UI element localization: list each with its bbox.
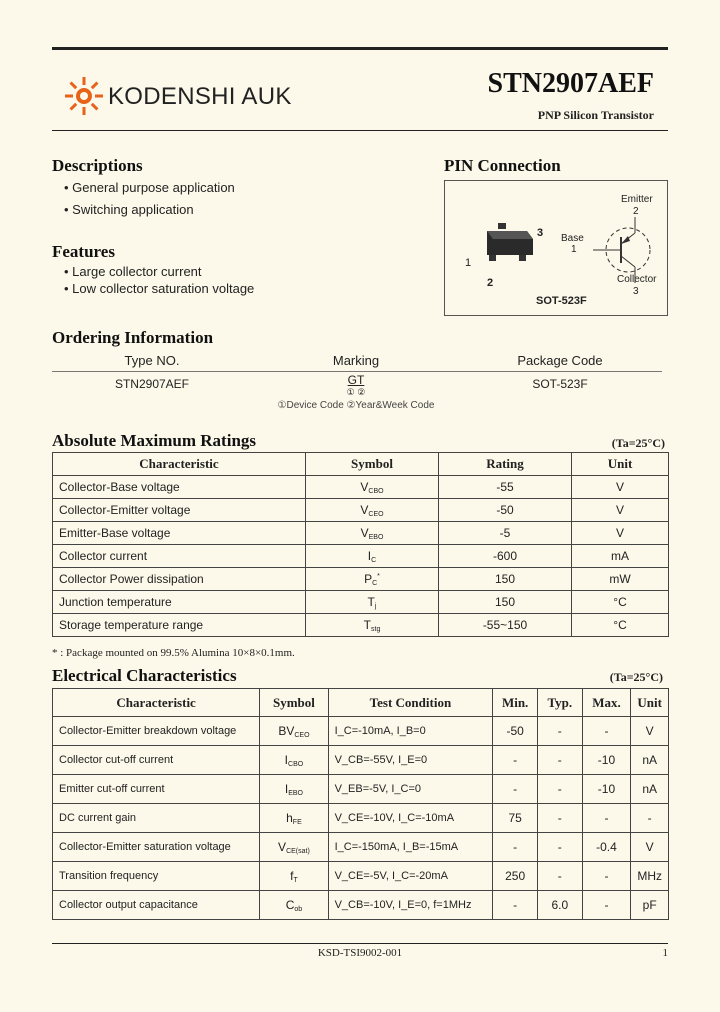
min-cell: -: [493, 833, 538, 862]
column-header: Symbol: [306, 453, 439, 476]
table-header-row: [53, 453, 669, 476]
max-cell: -: [582, 862, 631, 891]
collector-label: Collector: [617, 274, 657, 285]
rating-cell: -55~150: [439, 614, 572, 637]
base-label: Base: [561, 233, 584, 244]
table-row: [53, 862, 669, 891]
column-header: Unit: [631, 689, 669, 717]
symbol-cell: $V_{CE(sat)}$: [260, 833, 328, 862]
unit-cell: nA: [631, 746, 669, 775]
characteristic-cell: Collector current: [53, 545, 306, 568]
abs-max-table: [52, 452, 669, 637]
table-row: [53, 522, 669, 545]
column-header: Unit: [572, 453, 669, 476]
symbol-cell: $P_C^*$: [306, 568, 439, 591]
typ-cell: -: [537, 833, 582, 862]
ordering-header-type: Type NO.: [124, 353, 180, 368]
collector-number: 3: [633, 286, 639, 297]
document-number: KSD-TSI9002-001: [317, 947, 403, 959]
table-row: [53, 568, 669, 591]
min-cell: 250: [493, 862, 538, 891]
logo-text: KODENSHI AUK: [108, 83, 292, 110]
symbol-cell: $T_j$: [306, 591, 439, 614]
pin-diagram-box: [444, 180, 668, 316]
unit-cell: °C: [572, 614, 669, 637]
test-condition-cell: I_C=-150mA, I_B=-15mA: [328, 833, 493, 862]
symbol-cell: $BV_{CEO}$: [260, 717, 328, 746]
ordering-heading: Ordering Information: [52, 328, 214, 347]
pin-connection-heading: PIN Connection: [444, 156, 561, 175]
characteristic-cell: Storage temperature range: [53, 614, 306, 637]
symbol-cell: $C_{ob}$: [260, 891, 328, 920]
characteristic-cell: Collector-Emitter voltage: [53, 499, 306, 522]
part-number-title: STN2907AEF: [487, 68, 654, 99]
column-header: Symbol: [260, 689, 328, 717]
column-header: Typ.: [537, 689, 582, 717]
symbol-cell: $I_{EBO}$: [260, 775, 328, 804]
feature-item: • Large collector current: [64, 264, 202, 279]
unit-cell: mA: [572, 545, 669, 568]
table-row: [53, 614, 669, 637]
test-condition-cell: V_EB=-5V, I_C=0: [328, 775, 493, 804]
max-cell: -: [582, 804, 631, 833]
characteristic-cell: Emitter-Base voltage: [53, 522, 306, 545]
symbol-cell: $V_{CBO}$: [306, 476, 439, 499]
table-row: [53, 499, 669, 522]
table-row: [53, 746, 669, 775]
marking-legend: ①Device Code ②Year&Week Code: [277, 400, 435, 411]
typ-cell: -: [537, 862, 582, 891]
ordering-header-marking: Marking: [332, 353, 380, 368]
rating-cell: -600: [439, 545, 572, 568]
column-header: Max.: [582, 689, 631, 717]
column-header: Rating: [439, 453, 572, 476]
unit-cell: V: [572, 522, 669, 545]
characteristic-cell: Collector-Emitter saturation voltage: [53, 833, 260, 862]
description-item: • Switching application: [64, 202, 194, 217]
electrical-table: [52, 688, 669, 920]
min-cell: -: [493, 775, 538, 804]
table-header-row: [53, 689, 669, 717]
column-header: Characteristic: [53, 453, 306, 476]
unit-cell: V: [572, 499, 669, 522]
abs-max-condition: (Ta=25°C): [611, 436, 665, 450]
features-heading: Features: [52, 242, 115, 261]
pin-2-label: 2: [487, 277, 494, 289]
rating-cell: -55: [439, 476, 572, 499]
characteristic-cell: Collector cut-off current: [53, 746, 260, 775]
ordering-rule: [52, 371, 662, 372]
pin-3-label: 3: [537, 227, 544, 239]
abs-max-heading: Absolute Maximum Ratings: [52, 431, 257, 450]
description-item: • General purpose application: [64, 180, 235, 195]
package-name: SOT-523F: [536, 295, 587, 307]
table-row: [53, 891, 669, 920]
test-condition-cell: V_CE=-10V, I_C=-10mA: [328, 804, 493, 833]
table-row: [53, 804, 669, 833]
unit-cell: pF: [631, 891, 669, 920]
test-condition-cell: V_CB=-10V, I_E=0, f=1MHz: [328, 891, 493, 920]
symbol-cell: $I_{CBO}$: [260, 746, 328, 775]
top-rule: [52, 47, 668, 50]
feature-item: • Low collector saturation voltage: [64, 281, 255, 296]
symbol-cell: $V_{CEO}$: [306, 499, 439, 522]
column-header: Min.: [493, 689, 538, 717]
unit-cell: -: [631, 804, 669, 833]
rating-cell: -50: [439, 499, 572, 522]
characteristic-cell: DC current gain: [53, 804, 260, 833]
characteristic-cell: Collector Power dissipation: [53, 568, 306, 591]
unit-cell: nA: [631, 775, 669, 804]
characteristic-cell: Junction temperature: [53, 591, 306, 614]
unit-cell: V: [572, 476, 669, 499]
electrical-condition: (Ta=25°C): [609, 670, 663, 684]
marking-subcodes: ① ②: [346, 387, 366, 397]
base-number: 1: [571, 244, 577, 255]
unit-cell: °C: [572, 591, 669, 614]
max-cell: -: [582, 891, 631, 920]
table-row: [53, 833, 669, 862]
characteristic-cell: Emitter cut-off current: [53, 775, 260, 804]
characteristic-cell: Collector-Emitter breakdown voltage: [53, 717, 260, 746]
ordering-package-value: SOT-523F: [532, 377, 588, 391]
column-header: Test Condition: [328, 689, 493, 717]
min-cell: -: [493, 746, 538, 775]
characteristic-cell: Collector output capacitance: [53, 891, 260, 920]
table-row: [53, 717, 669, 746]
rating-cell: -5: [439, 522, 572, 545]
footer-rule: [52, 943, 668, 944]
rating-cell: 150: [439, 568, 572, 591]
unit-cell: mW: [572, 568, 669, 591]
table-row: [53, 775, 669, 804]
symbol-cell: $V_{EBO}$: [306, 522, 439, 545]
test-condition-cell: V_CB=-55V, I_E=0: [328, 746, 493, 775]
max-cell: -: [582, 717, 631, 746]
typ-cell: -: [537, 746, 582, 775]
table-row: [53, 591, 669, 614]
max-cell: -10: [582, 775, 631, 804]
kodenshi-logo: [64, 76, 304, 116]
part-subtitle: PNP Silicon Transistor: [537, 108, 654, 122]
emitter-label: Emitter: [621, 194, 653, 205]
unit-cell: V: [631, 833, 669, 862]
max-cell: -0.4: [582, 833, 631, 862]
symbol-cell: $T_{stg}$: [306, 614, 439, 637]
table-row: [53, 476, 669, 499]
test-condition-cell: I_C=-10mA, I_B=0: [328, 717, 493, 746]
characteristic-cell: Transition frequency: [53, 862, 260, 891]
header-rule: [52, 130, 668, 131]
typ-cell: -: [537, 717, 582, 746]
marking-code: GT: [347, 373, 365, 387]
ordering-type-value: STN2907AEF: [114, 377, 190, 391]
rating-cell: 150: [439, 591, 572, 614]
min-cell: -50: [493, 717, 538, 746]
symbol-cell: $f_T$: [260, 862, 328, 891]
typ-cell: -: [537, 804, 582, 833]
typ-cell: -: [537, 775, 582, 804]
ordering-header-package: Package Code: [517, 353, 603, 368]
marking-box: [336, 373, 376, 399]
typ-cell: 6.0: [537, 891, 582, 920]
sun-logo-icon: [64, 76, 104, 116]
emitter-number: 2: [633, 206, 639, 217]
column-header: Characteristic: [53, 689, 260, 717]
symbol-cell: $I_C$: [306, 545, 439, 568]
unit-cell: V: [631, 717, 669, 746]
table-row: [53, 545, 669, 568]
max-cell: -10: [582, 746, 631, 775]
min-cell: -: [493, 891, 538, 920]
min-cell: 75: [493, 804, 538, 833]
pin-1-label: 1: [465, 257, 472, 269]
page-number: 1: [662, 947, 668, 959]
characteristic-cell: Collector-Base voltage: [53, 476, 306, 499]
abs-max-footnote: * : Package mounted on 99.5% Alumina 10×8×0.1mm.: [52, 647, 295, 659]
symbol-cell: $h_{FE}$: [260, 804, 328, 833]
unit-cell: MHz: [631, 862, 669, 891]
electrical-heading: Electrical Characteristics: [52, 666, 237, 685]
descriptions-heading: Descriptions: [52, 156, 143, 175]
test-condition-cell: V_CE=-5V, I_C=-20mA: [328, 862, 493, 891]
pnp-transistor-symbol-icon: [591, 215, 661, 285]
